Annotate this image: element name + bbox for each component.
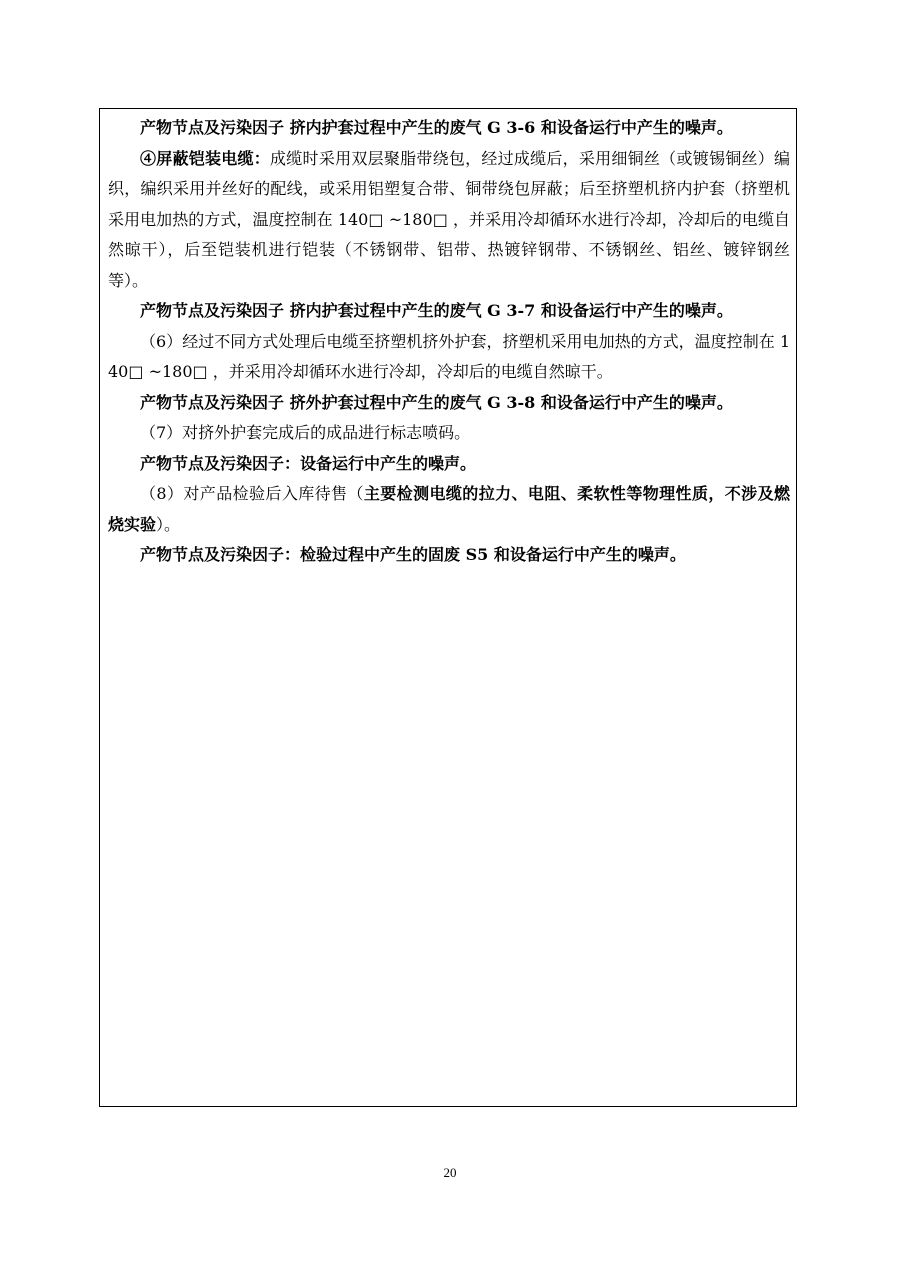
pollution-node-s5: 产物节点及污染因子：检验过程中产生的固废 S5 和设备运行中产生的噪声。 <box>140 545 686 564</box>
shielded-cable-paragraph <box>108 144 790 297</box>
page-number: 20 <box>443 1165 457 1180</box>
shielded-cable-heading: ④屏蔽铠装电缆： <box>140 148 271 168</box>
pollution-node-noise: 产物节点及污染因子：设备运行中产生的噪声。 <box>140 453 477 473</box>
pollution-node-g3-8: 产物节点及污染因子 挤外护套过程中产生的废气 G 3-8 和设备运行中产生的噪声。 <box>140 392 733 412</box>
step-8-lead: （8）对产品检验后入库待售（ <box>140 484 364 503</box>
document-body <box>108 113 790 571</box>
step-6-outer-sheath: （6）经过不同方式处理后电缆至挤塑机挤外护套，挤塑机采用电加热的方式，温度控制在 140□ ~180□ ，并采用冷却循环水进行冷却，冷却后的电缆自然晾干。 <box>108 331 790 381</box>
step-8-text <box>108 484 790 534</box>
step-7-marking: （7）对挤外护套完成后的成品进行标志喷码。 <box>140 423 471 442</box>
shielded-cable-text: 成缆时采用双层聚脂带绕包，经过成缆后，采用细铜丝（或镀锡铜丝）编织，编织采用并丝好的配线，或采用铝塑复合带、铜带绕包屏蔽；后至挤塑机挤内护套（挤塑机采用电加热的方式，温度控制在 140□ ~180□ ，并采用冷却循环水进行冷却，冷却后的电缆自然晾干），后至铠装机进行铠装（不锈钢带、铝带、热镀锌钢带、不锈钢丝、铝丝、镀锌钢丝等）。 <box>108 148 790 290</box>
step-8-detail: 主要检测电缆的拉力、电阻、柔软性等物理性质，不涉及燃烧实验 <box>108 484 790 534</box>
step-8-tail: ）。 <box>156 514 181 534</box>
pollution-node-g3-7: 产物节点及污染因子 挤内护套过程中产生的废气 G 3-7 和设备运行中产生的噪声。 <box>140 301 733 320</box>
pollution-node-g3-6: 产物节点及污染因子 挤内护套过程中产生的废气 G 3-6 和设备运行中产生的噪声。 <box>140 118 733 137</box>
content-frame <box>99 108 797 1107</box>
step-8-inspection <box>108 479 790 540</box>
